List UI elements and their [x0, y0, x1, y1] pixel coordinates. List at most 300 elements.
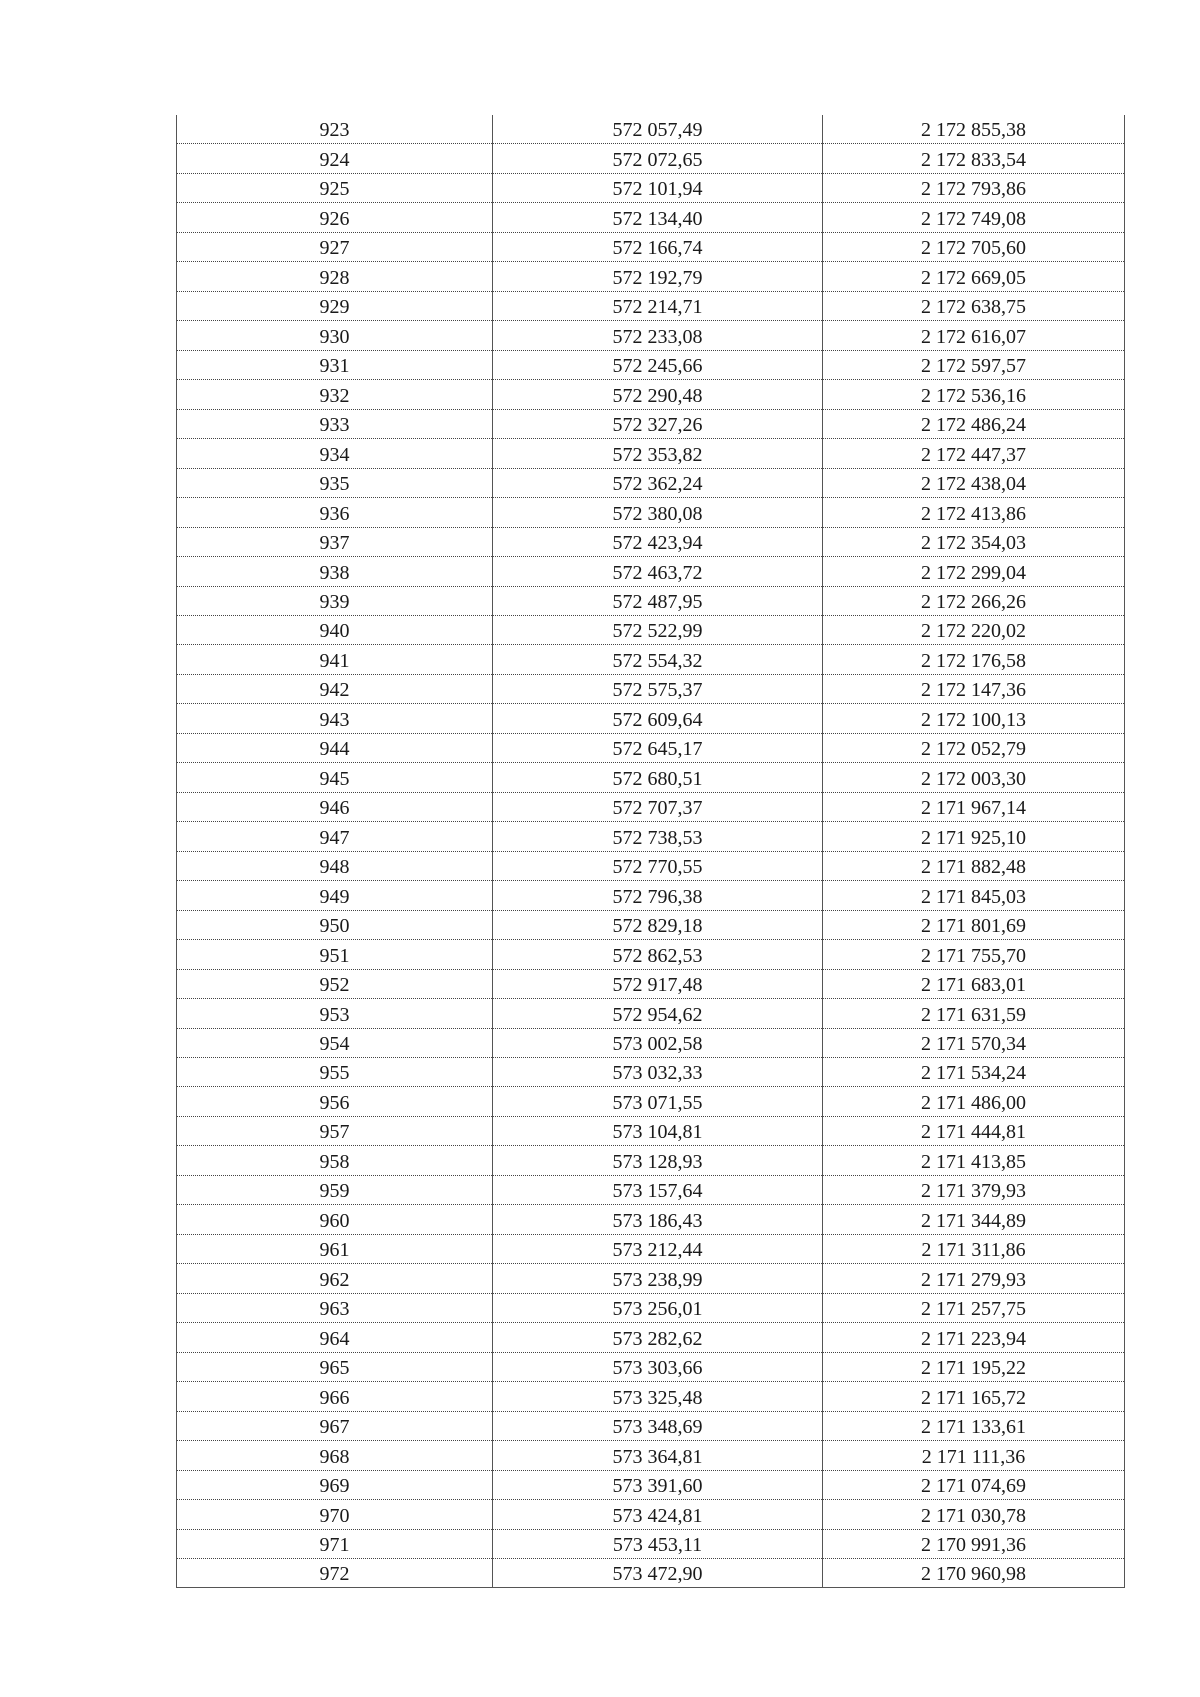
y-coordinate-cell [823, 173, 1125, 202]
x-coordinate-cell [493, 291, 823, 320]
point-number-cell [177, 1028, 493, 1057]
table-row [177, 645, 1125, 674]
table-row [177, 910, 1125, 939]
cell-text: 2 172 447,37 [921, 443, 1026, 466]
cell-text: 972 [319, 1563, 350, 1586]
point-number-cell [177, 704, 493, 733]
table-row [177, 1205, 1125, 1234]
x-coordinate-cell [493, 1558, 823, 1587]
y-coordinate-cell [823, 999, 1125, 1028]
cell-text: 956 [319, 1091, 350, 1114]
table-row [177, 203, 1125, 232]
cell-text: 2 171 133,61 [921, 1416, 1026, 1439]
cell-text: 2 171 683,01 [921, 974, 1026, 997]
cell-text: 2 171 379,93 [921, 1180, 1026, 1203]
cell-text: 2 172 147,36 [921, 679, 1026, 702]
table-row [177, 615, 1125, 644]
cell-text: 573 104,81 [612, 1121, 703, 1144]
point-number-cell [177, 468, 493, 497]
cell-text: 2 171 165,72 [921, 1386, 1026, 1409]
y-coordinate-cell [823, 439, 1125, 468]
y-coordinate-cell [823, 144, 1125, 173]
point-number-cell [177, 262, 493, 291]
y-coordinate-cell [823, 881, 1125, 910]
x-coordinate-cell [493, 380, 823, 409]
point-number-cell [177, 203, 493, 232]
cell-text: 2 172 176,58 [921, 649, 1026, 672]
cell-text: 927 [319, 237, 350, 260]
point-number-cell [177, 1500, 493, 1529]
point-number-cell [177, 910, 493, 939]
table-row [177, 1441, 1125, 1470]
cell-text: 951 [319, 944, 350, 967]
cell-text: 572 072,65 [612, 148, 703, 171]
cell-text: 572 327,26 [612, 414, 703, 437]
point-number-cell [177, 1411, 493, 1440]
cell-text: 572 362,24 [612, 473, 703, 496]
point-number-cell [177, 1441, 493, 1470]
cell-text: 572 522,99 [612, 620, 703, 643]
cell-text: 938 [319, 561, 350, 584]
x-coordinate-cell [493, 1411, 823, 1440]
cell-text: 965 [319, 1357, 350, 1380]
table-row [177, 262, 1125, 291]
cell-text: 947 [319, 826, 350, 849]
x-coordinate-cell [493, 1146, 823, 1175]
x-coordinate-cell [493, 1205, 823, 1234]
cell-text: 2 171 444,81 [921, 1121, 1026, 1144]
x-coordinate-cell [493, 439, 823, 468]
cell-text: 941 [319, 649, 350, 672]
cell-text: 572 707,37 [612, 797, 703, 820]
table-row [177, 763, 1125, 792]
cell-text: 572 862,53 [612, 944, 703, 967]
point-number-cell [177, 763, 493, 792]
point-number-cell [177, 232, 493, 261]
table-row [177, 380, 1125, 409]
y-coordinate-cell [823, 969, 1125, 998]
table-row [177, 586, 1125, 615]
x-coordinate-cell [493, 1352, 823, 1381]
x-coordinate-cell [493, 704, 823, 733]
cell-text: 2 172 100,13 [921, 708, 1026, 731]
x-coordinate-cell [493, 350, 823, 379]
point-number-cell [177, 1087, 493, 1116]
point-number-cell [177, 350, 493, 379]
point-number-cell [177, 1116, 493, 1145]
table-row [177, 115, 1125, 144]
cell-text: 573 256,01 [612, 1298, 703, 1321]
table-row [177, 1146, 1125, 1175]
table-row [177, 557, 1125, 586]
cell-text: 573 002,58 [612, 1033, 703, 1055]
point-number-cell [177, 1382, 493, 1411]
cell-text: 573 032,33 [612, 1062, 703, 1085]
y-coordinate-cell [823, 115, 1125, 144]
cell-text: 929 [319, 296, 350, 319]
cell-text: 573 424,81 [612, 1504, 703, 1527]
table-row [177, 1558, 1125, 1587]
cell-text: 970 [319, 1504, 350, 1527]
x-coordinate-cell [493, 910, 823, 939]
point-number-cell [177, 321, 493, 350]
point-number-cell [177, 498, 493, 527]
point-number-cell [177, 1175, 493, 1204]
cell-text: 572 609,64 [612, 708, 703, 731]
cell-text: 934 [319, 443, 350, 466]
cell-text: 952 [319, 974, 350, 997]
cell-text: 573 472,90 [612, 1563, 703, 1586]
cell-text: 2 171 631,59 [921, 1003, 1026, 1026]
point-number-cell [177, 674, 493, 703]
cell-text: 572 134,40 [612, 207, 703, 230]
x-coordinate-cell [493, 1175, 823, 1204]
cell-text: 971 [319, 1533, 350, 1556]
table-row [177, 409, 1125, 438]
point-number-cell [177, 733, 493, 762]
x-coordinate-cell [493, 468, 823, 497]
table-row [177, 321, 1125, 350]
point-number-cell [177, 586, 493, 615]
x-coordinate-cell [493, 1382, 823, 1411]
y-coordinate-cell [823, 733, 1125, 762]
x-coordinate-cell [493, 1028, 823, 1057]
cell-text: 572 738,53 [612, 826, 703, 849]
point-number-cell [177, 1293, 493, 1322]
point-number-cell [177, 822, 493, 851]
cell-text: 958 [319, 1150, 350, 1173]
cell-text: 2 172 003,30 [921, 767, 1026, 790]
cell-text: 925 [319, 178, 350, 201]
x-coordinate-cell [493, 262, 823, 291]
cell-text: 924 [319, 148, 350, 171]
x-coordinate-cell [493, 763, 823, 792]
cell-text: 573 364,81 [612, 1445, 703, 1468]
y-coordinate-cell [823, 498, 1125, 527]
point-number-cell [177, 1352, 493, 1381]
y-coordinate-cell [823, 232, 1125, 261]
y-coordinate-cell [823, 1234, 1125, 1263]
cell-text: 572 917,48 [612, 974, 703, 997]
point-number-cell [177, 291, 493, 320]
y-coordinate-cell [823, 792, 1125, 821]
x-coordinate-cell [493, 822, 823, 851]
cell-text: 2 171 570,34 [921, 1033, 1026, 1055]
cell-text: 573 282,62 [612, 1327, 703, 1350]
table-row [177, 1352, 1125, 1381]
point-number-cell [177, 115, 493, 144]
table-row [177, 1323, 1125, 1352]
cell-text: 2 171 074,69 [921, 1475, 1026, 1498]
point-number-cell [177, 1264, 493, 1293]
x-coordinate-cell [493, 115, 823, 144]
y-coordinate-cell [823, 763, 1125, 792]
table-row [177, 1116, 1125, 1145]
cell-text: 2 171 223,94 [921, 1327, 1026, 1350]
table-row [177, 1175, 1125, 1204]
cell-text: 2 171 755,70 [921, 944, 1026, 967]
point-number-cell [177, 380, 493, 409]
x-coordinate-cell [493, 321, 823, 350]
x-coordinate-cell [493, 1058, 823, 1087]
cell-text: 2 172 413,86 [921, 502, 1026, 525]
point-number-cell [177, 557, 493, 586]
cell-text: 572 954,62 [612, 1003, 703, 1026]
cell-text: 572 770,55 [612, 856, 703, 879]
table-row [177, 439, 1125, 468]
cell-text: 2 172 486,24 [921, 414, 1026, 437]
cell-text: 926 [319, 207, 350, 230]
cell-text: 572 380,08 [612, 502, 703, 525]
x-coordinate-cell [493, 409, 823, 438]
cell-text: 573 453,11 [612, 1533, 703, 1556]
x-coordinate-cell [493, 733, 823, 762]
y-coordinate-cell [823, 1558, 1125, 1587]
x-coordinate-cell [493, 792, 823, 821]
x-coordinate-cell [493, 969, 823, 998]
x-coordinate-cell [493, 615, 823, 644]
x-coordinate-cell [493, 557, 823, 586]
table-row [177, 527, 1125, 556]
y-coordinate-cell [823, 1146, 1125, 1175]
y-coordinate-cell [823, 1529, 1125, 1558]
cell-text: 572 645,17 [612, 738, 703, 761]
cell-text: 954 [319, 1033, 350, 1055]
y-coordinate-cell [823, 822, 1125, 851]
x-coordinate-cell [493, 527, 823, 556]
cell-text: 2 171 925,10 [921, 826, 1026, 849]
point-number-cell [177, 527, 493, 556]
y-coordinate-cell [823, 1175, 1125, 1204]
x-coordinate-cell [493, 498, 823, 527]
table-row [177, 1293, 1125, 1322]
y-coordinate-cell [823, 1323, 1125, 1352]
cell-text: 572 192,79 [612, 266, 703, 289]
table-row [177, 881, 1125, 910]
y-coordinate-cell [823, 1382, 1125, 1411]
y-coordinate-cell [823, 1087, 1125, 1116]
cell-text: 967 [319, 1416, 350, 1439]
cell-text: 573 391,60 [612, 1475, 703, 1498]
coordinates-table-body [177, 115, 1125, 1588]
cell-text: 572 463,72 [612, 561, 703, 584]
point-number-cell [177, 1058, 493, 1087]
table-row [177, 498, 1125, 527]
point-number-cell [177, 1470, 493, 1499]
table-row [177, 733, 1125, 762]
cell-text: 966 [319, 1386, 350, 1409]
cell-text: 572 487,95 [612, 590, 703, 613]
cell-text: 2 172 438,04 [921, 473, 1026, 496]
table-row [177, 232, 1125, 261]
y-coordinate-cell [823, 350, 1125, 379]
cell-text: 2 172 616,07 [921, 325, 1026, 348]
cell-text: 573 238,99 [612, 1268, 703, 1291]
cell-text: 2 171 801,69 [921, 915, 1026, 938]
x-coordinate-cell [493, 1529, 823, 1558]
x-coordinate-cell [493, 1234, 823, 1263]
cell-text: 930 [319, 325, 350, 348]
cell-text: 942 [319, 679, 350, 702]
coordinates-table [176, 115, 1125, 1588]
cell-text: 969 [319, 1475, 350, 1498]
x-coordinate-cell [493, 1323, 823, 1352]
table-row [177, 350, 1125, 379]
cell-text: 2 172 299,04 [921, 561, 1026, 584]
cell-text: 962 [319, 1268, 350, 1291]
table-row [177, 1234, 1125, 1263]
cell-text: 950 [319, 915, 350, 938]
table-row [177, 1028, 1125, 1057]
x-coordinate-cell [493, 1087, 823, 1116]
y-coordinate-cell [823, 203, 1125, 232]
cell-text: 2 171 195,22 [921, 1357, 1026, 1380]
cell-text: 946 [319, 797, 350, 820]
cell-text: 2 171 257,75 [921, 1298, 1026, 1321]
cell-text: 572 829,18 [612, 915, 703, 938]
cell-text: 968 [319, 1445, 350, 1468]
x-coordinate-cell [493, 203, 823, 232]
x-coordinate-cell [493, 674, 823, 703]
cell-text: 2 172 597,57 [921, 355, 1026, 378]
cell-text: 2 172 638,75 [921, 296, 1026, 319]
cell-text: 2 171 279,93 [921, 1268, 1026, 1291]
cell-text: 937 [319, 532, 350, 555]
cell-text: 945 [319, 767, 350, 790]
y-coordinate-cell [823, 1411, 1125, 1440]
table-row [177, 1529, 1125, 1558]
cell-text: 2 172 536,16 [921, 384, 1026, 407]
cell-text: 572 423,94 [612, 532, 703, 555]
cell-text: 2 171 413,85 [921, 1150, 1026, 1173]
y-coordinate-cell [823, 380, 1125, 409]
cell-text: 573 325,48 [612, 1386, 703, 1409]
y-coordinate-cell [823, 1293, 1125, 1322]
table-row [177, 940, 1125, 969]
table-row [177, 674, 1125, 703]
table-row [177, 1087, 1125, 1116]
y-coordinate-cell [823, 615, 1125, 644]
cell-text: 2 172 855,38 [921, 119, 1026, 142]
cell-text: 931 [319, 355, 350, 378]
table-row [177, 999, 1125, 1028]
table-row [177, 1411, 1125, 1440]
cell-text: 2 171 344,89 [921, 1209, 1026, 1232]
cell-text: 572 245,66 [612, 355, 703, 378]
cell-text: 2 172 669,05 [921, 266, 1026, 289]
cell-text: 573 186,43 [612, 1209, 703, 1232]
cell-text: 573 348,69 [612, 1416, 703, 1439]
cell-text: 572 233,08 [612, 325, 703, 348]
y-coordinate-cell [823, 1264, 1125, 1293]
cell-text: 573 212,44 [612, 1239, 703, 1262]
cell-text: 935 [319, 473, 350, 496]
x-coordinate-cell [493, 232, 823, 261]
cell-text: 957 [319, 1121, 350, 1144]
x-coordinate-cell [493, 144, 823, 173]
table-row [177, 704, 1125, 733]
table-row [177, 792, 1125, 821]
point-number-cell [177, 1146, 493, 1175]
cell-text: 948 [319, 856, 350, 879]
x-coordinate-cell [493, 851, 823, 880]
cell-text: 572 554,32 [612, 649, 703, 672]
table-row [177, 1058, 1125, 1087]
cell-text: 572 101,94 [612, 178, 703, 201]
y-coordinate-cell [823, 1028, 1125, 1057]
y-coordinate-cell [823, 468, 1125, 497]
cell-text: 940 [319, 620, 350, 643]
point-number-cell [177, 615, 493, 644]
cell-text: 936 [319, 502, 350, 525]
cell-text: 2 171 311,86 [921, 1239, 1026, 1262]
cell-text: 939 [319, 590, 350, 613]
x-coordinate-cell [493, 1116, 823, 1145]
cell-text: 932 [319, 384, 350, 407]
cell-text: 572 290,48 [612, 384, 703, 407]
cell-text: 2 171 845,03 [921, 885, 1026, 908]
cell-text: 2 171 486,00 [921, 1091, 1026, 1114]
cell-text: 572 166,74 [612, 237, 703, 260]
cell-text: 2 171 967,14 [921, 797, 1026, 820]
cell-text: 572 214,71 [612, 296, 703, 319]
x-coordinate-cell [493, 1470, 823, 1499]
cell-text: 960 [319, 1209, 350, 1232]
cell-text: 963 [319, 1298, 350, 1321]
x-coordinate-cell [493, 173, 823, 202]
y-coordinate-cell [823, 645, 1125, 674]
cell-text: 2 172 705,60 [921, 237, 1026, 260]
table-row [177, 291, 1125, 320]
table-row [177, 1470, 1125, 1499]
cell-text: 943 [319, 708, 350, 731]
point-number-cell [177, 1558, 493, 1587]
y-coordinate-cell [823, 1116, 1125, 1145]
cell-text: 953 [319, 1003, 350, 1026]
point-number-cell [177, 969, 493, 998]
x-coordinate-cell [493, 1441, 823, 1470]
cell-text: 572 353,82 [612, 443, 703, 466]
point-number-cell [177, 881, 493, 910]
y-coordinate-cell [823, 1441, 1125, 1470]
cell-text: 2 170 991,36 [921, 1533, 1026, 1556]
y-coordinate-cell [823, 262, 1125, 291]
cell-text: 2 171 882,48 [921, 856, 1026, 879]
cell-text: 2 172 354,03 [921, 532, 1026, 555]
cell-text: 572 057,49 [612, 119, 703, 142]
point-number-cell [177, 645, 493, 674]
cell-text: 955 [319, 1062, 350, 1085]
cell-text: 2 170 960,98 [921, 1563, 1026, 1586]
x-coordinate-cell [493, 1500, 823, 1529]
cell-text: 573 303,66 [612, 1357, 703, 1380]
cell-text: 2 171 030,78 [921, 1504, 1026, 1527]
cell-text: 2 172 220,02 [921, 620, 1026, 643]
cell-text: 961 [319, 1239, 350, 1262]
point-number-cell [177, 1323, 493, 1352]
cell-text: 923 [319, 119, 350, 142]
table-row [177, 173, 1125, 202]
cell-text: 2 172 749,08 [921, 207, 1026, 230]
cell-text: 573 157,64 [612, 1180, 703, 1203]
cell-text: 944 [319, 738, 350, 761]
cell-text: 572 575,37 [612, 679, 703, 702]
x-coordinate-cell [493, 1293, 823, 1322]
y-coordinate-cell [823, 704, 1125, 733]
cell-text: 964 [319, 1327, 350, 1350]
table-row [177, 144, 1125, 173]
x-coordinate-cell [493, 645, 823, 674]
